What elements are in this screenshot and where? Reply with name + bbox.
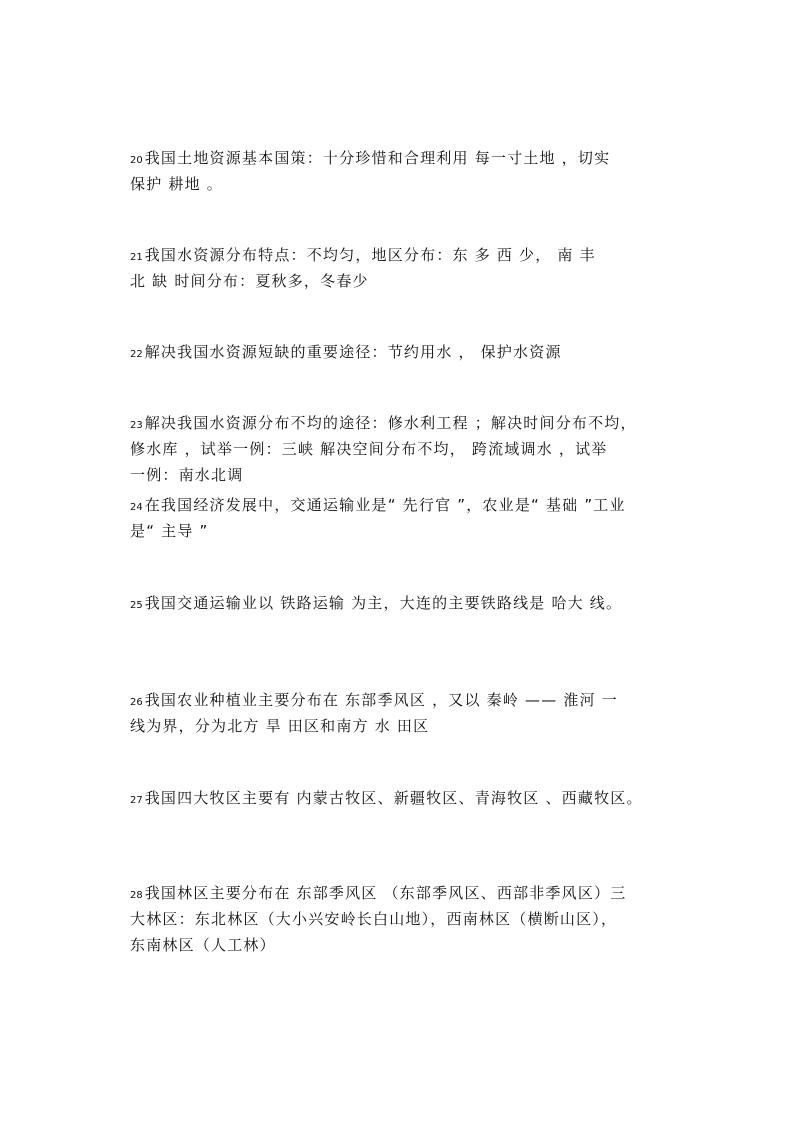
paragraph-25 bbox=[130, 590, 678, 616]
paragraph-22 bbox=[130, 339, 678, 365]
paragraph-line bbox=[130, 785, 678, 811]
item-number: 21 bbox=[130, 252, 143, 263]
line-text: 我国四大牧区主要有 内蒙古牧区、新疆牧区、青海牧区 、西藏牧区。 bbox=[144, 789, 643, 807]
paragraph-line bbox=[130, 687, 678, 713]
paragraph-26 bbox=[130, 687, 678, 739]
paragraph-line bbox=[130, 145, 678, 171]
item-number: 28 bbox=[130, 890, 143, 901]
item-number: 25 bbox=[130, 600, 143, 611]
paragraph-line: 一例：南水北调 bbox=[130, 466, 244, 484]
line-text: 我国水资源分布特点：不均匀，地区分布：东 多 西 少， 南 丰 bbox=[144, 246, 596, 264]
item-number: 26 bbox=[130, 697, 143, 708]
paragraph-21 bbox=[130, 242, 678, 294]
item-number: 20 bbox=[130, 155, 143, 166]
paragraph-24 bbox=[130, 492, 678, 544]
paragraph-line bbox=[130, 410, 678, 436]
paragraph-27 bbox=[130, 785, 678, 811]
paragraph-line: 东南林区（人工林） bbox=[130, 936, 276, 954]
paragraph-line: 线为界，分为北方 旱 田区和南方 水 田区 bbox=[130, 717, 430, 735]
paragraph-line: 北 缺 时间分布：夏秋多，冬春少 bbox=[130, 272, 369, 290]
item-number: 27 bbox=[130, 795, 143, 806]
paragraph-line bbox=[130, 492, 678, 518]
line-text: 我国林区主要分布在 东部季风区 （东部季风区、西部非季风区）三 bbox=[144, 884, 627, 902]
paragraph-line bbox=[130, 339, 678, 365]
line-text: 在我国经济发展中，交通运输业是“ 先行官 ”，农业是“ 基础 ”工业 bbox=[144, 496, 626, 514]
line-text: 我国土地资源基本国策：十分珍惜和合理利用 每一寸土地 ，切实 bbox=[144, 149, 611, 167]
paragraph-line bbox=[130, 590, 678, 616]
paragraph-line: 修水库 ，试举一例：三峡 解决空间分布不均， 跨流域调水 ，试举 bbox=[130, 440, 608, 458]
paragraph-line bbox=[130, 242, 678, 268]
paragraph-line: 保护 耕地 。 bbox=[130, 175, 223, 193]
item-number: 23 bbox=[130, 420, 143, 431]
line-text: 解决我国水资源短缺的重要途径：节约用水 ， 保护水资源 bbox=[144, 343, 562, 361]
paragraph-line: 大林区：东北林区（大小兴安岭长白山地），西南林区（横断山区）， bbox=[130, 910, 618, 928]
paragraph-line: 是“ 主导 ” bbox=[130, 522, 209, 540]
paragraph-28 bbox=[130, 880, 678, 958]
line-text: 我国农业种植业主要分布在 东部季风区 ，又以 秦岭 —— 淮河 一 bbox=[144, 691, 618, 709]
paragraph-line bbox=[130, 880, 678, 906]
item-number: 24 bbox=[130, 502, 143, 513]
line-text: 解决我国水资源分布不均的途径：修水利工程 ；解决时间分布不均， bbox=[144, 414, 637, 432]
item-number: 22 bbox=[130, 349, 143, 360]
paragraph-23 bbox=[130, 410, 678, 488]
paragraph-20 bbox=[130, 145, 678, 197]
line-text: 我国交通运输业以 铁路运输 为主，大连的主要铁路线是 哈大 线。 bbox=[144, 594, 623, 612]
